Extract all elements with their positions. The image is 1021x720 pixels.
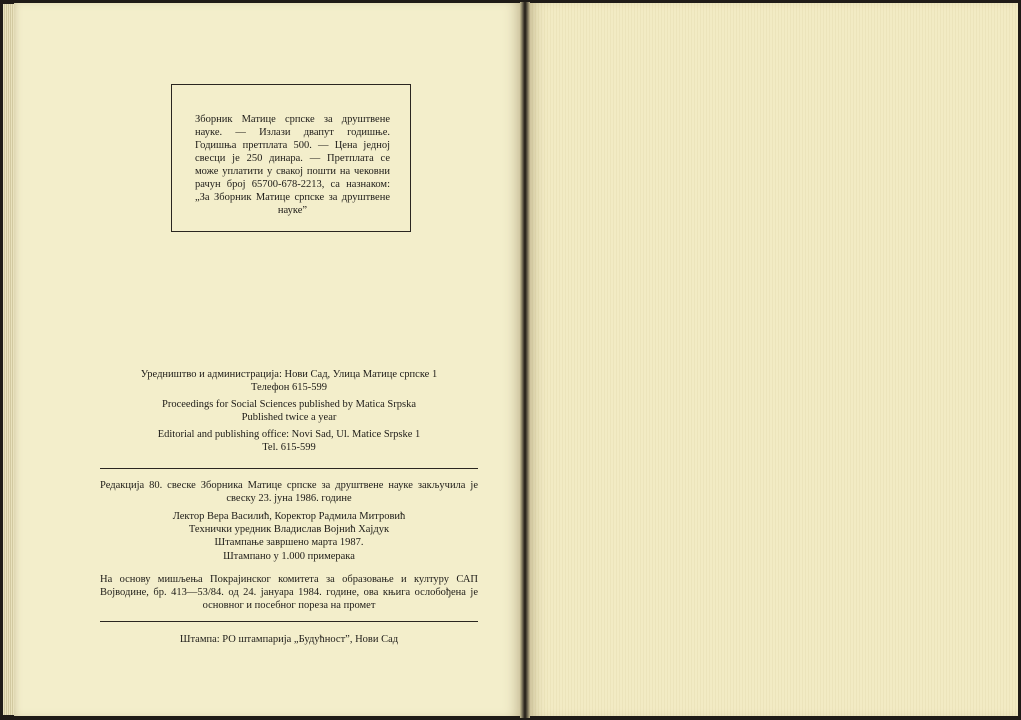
printer-credit: Штампа: РО штампарија „Будућност”, Нови Сад [179, 634, 399, 645]
right-page-blank [530, 3, 1018, 716]
english-title-line1: Proceedings for Social Sciences published by Matica Srpska [162, 399, 416, 410]
print-run: Штампано у 1.000 примерака [223, 551, 355, 562]
english-title-line2: Published twice a year [241, 412, 337, 423]
staff-line2: Технички уредник Владислав Војнић Хајдук [188, 524, 390, 535]
book-gutter [520, 2, 530, 718]
address-serbian-line1: Уредништво и администрација: Нови Сад, Улица Матице српске 1 [140, 369, 438, 380]
divider-top [100, 468, 478, 469]
staff-line1: Лектор Вера Василић, Коректор Радмила Митровић [172, 511, 406, 522]
divider-bottom [100, 621, 478, 622]
editorial-note: Редакција 80. свеске Зборника Матице српске за друштвене науке закључила је свеску 23. јуна 1986. године [100, 480, 478, 504]
office-english-line1: Editorial and publishing office: Novi Sad, Ul. Matice Srpske 1 [157, 429, 421, 440]
tax-exemption-note: На основу мишљења Покрајинског комитета за образовање и културу САП Војводине, бр. 413—53/84. од 24. јануара 1984. године, ова књига ослобођена је основног и посебног пореза на промет [100, 574, 478, 611]
address-serbian-line2: Телефон 615-599 [251, 382, 327, 393]
office-english-line2: Tel. 615-599 [262, 442, 316, 453]
subscription-notice: Зборник Матице српске за друштвене науке. — Излази двапут годишње. Годишња претплата 500. — Цена једној свесци је 250 динара. — Претплата се може уплатити у свакој пошти на чековни рачун број 65700-678-2213, са назнаком: „За Зборник Матице српске за друштвене науке” [195, 114, 390, 216]
staff-line3: Штампање завршено марта 1987. [214, 537, 364, 548]
